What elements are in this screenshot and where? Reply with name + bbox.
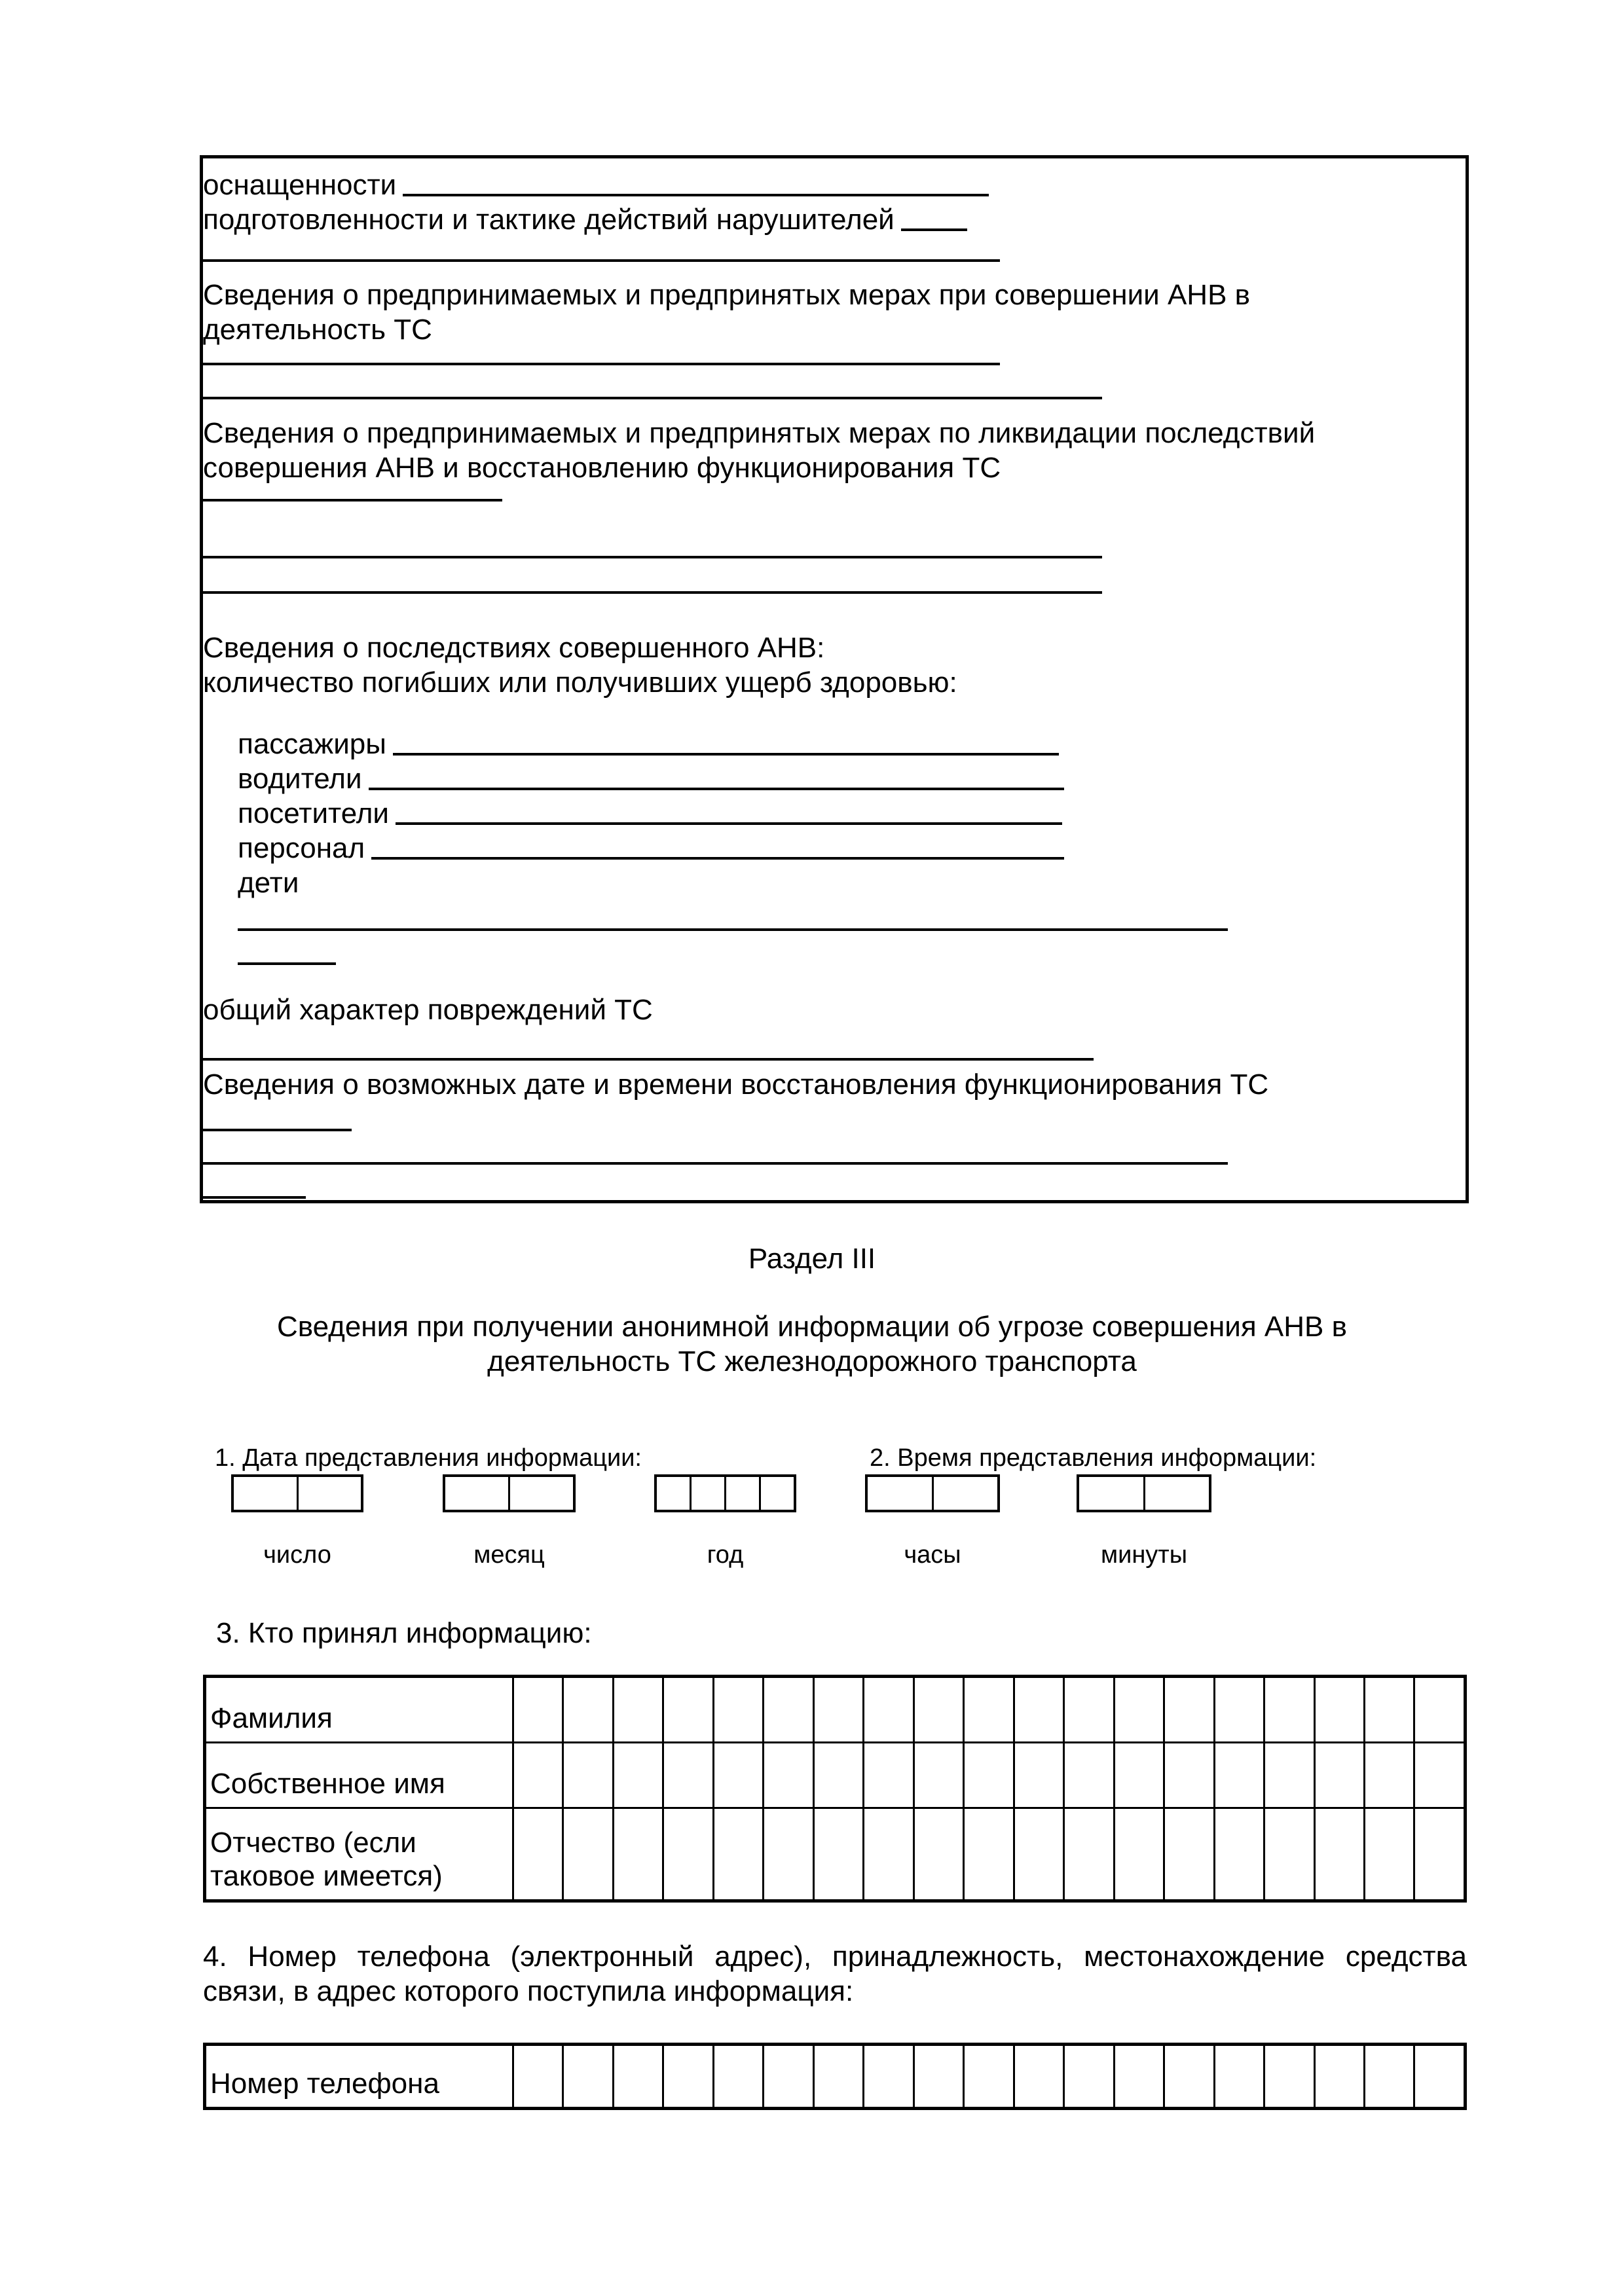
grid-cell	[1013, 2046, 1063, 2107]
paragraph-measures-taken: деятельность ТС	[203, 314, 432, 346]
grid-cell	[1163, 1743, 1213, 1807]
grid-cell	[813, 1743, 862, 1807]
grid-cell	[1314, 1678, 1363, 1741]
grid-cell	[1063, 2046, 1113, 2107]
char-cells	[512, 1743, 1464, 1807]
who-received-table	[203, 1675, 1467, 1903]
grid-cell	[562, 1809, 612, 1899]
grid-cell	[1413, 1809, 1463, 1899]
grid-cell	[1163, 1809, 1213, 1899]
grid-cell	[662, 1809, 712, 1899]
grid-cell	[662, 1743, 712, 1807]
time-of-information-label: 2. Время представления информации:	[870, 1444, 1317, 1472]
grid-cell	[508, 1477, 573, 1510]
grid-cell	[512, 1678, 562, 1741]
fill-blank-line	[203, 499, 502, 501]
row-label-cell	[206, 1743, 512, 1807]
grid-cell	[1163, 1678, 1213, 1741]
grid-cell	[862, 1678, 912, 1741]
grid-cell	[562, 1743, 612, 1807]
grid-cell	[612, 1743, 662, 1807]
grid-cell	[1013, 1809, 1063, 1899]
section-subtitle: деятельность ТС железнодорожного транспорта	[487, 1345, 1137, 1377]
field-label: пассажиры	[238, 728, 386, 760]
fill-blank-line	[238, 928, 1228, 931]
field-label: оснащенности	[203, 169, 397, 201]
grid-cell	[512, 1743, 562, 1807]
grid-cell	[1213, 1678, 1263, 1741]
grid-cell	[712, 2046, 762, 2107]
grid-cell	[932, 1477, 998, 1510]
field-label: персонал	[238, 832, 365, 864]
grid-cell	[963, 1809, 1012, 1899]
grid-cell	[1263, 1809, 1313, 1899]
grid-cell	[1413, 1678, 1463, 1741]
grid-cell	[1413, 2046, 1463, 2107]
grid-cell	[445, 1477, 508, 1510]
grid-cell	[612, 1809, 662, 1899]
grid-cell	[712, 1743, 762, 1807]
grid-cell	[1263, 2046, 1313, 2107]
grid-cell	[1013, 1678, 1063, 1741]
grid-cell	[1314, 1743, 1363, 1807]
field-children: дети	[238, 867, 299, 899]
grid-cell	[862, 1809, 912, 1899]
field-label: водители	[238, 763, 362, 795]
fill-blank-line	[369, 788, 1064, 790]
table-row-patronymic	[206, 1807, 1464, 1899]
grid-cell	[662, 2046, 712, 2107]
time-hours-label: часы	[904, 1541, 961, 1569]
table-row-firstname	[206, 1741, 1464, 1807]
grid-cell	[612, 1678, 662, 1741]
field-drivers	[238, 761, 1064, 796]
fill-blank-line	[203, 397, 1102, 399]
row-label-cell	[206, 1678, 512, 1741]
char-cells	[512, 2046, 1464, 2107]
fill-blank-line	[403, 194, 989, 196]
date-year-cells	[654, 1474, 796, 1512]
grid-cell	[662, 1678, 712, 1741]
grid-cell	[759, 1477, 794, 1510]
grid-cell	[1263, 1743, 1313, 1807]
grid-cell	[724, 1477, 759, 1510]
time-minutes-cells	[1077, 1474, 1211, 1512]
grid-cell	[1363, 1809, 1413, 1899]
grid-cell	[712, 1678, 762, 1741]
field-visitors	[238, 796, 1062, 831]
paragraph-consequences: Сведения о последствиях совершенного АНВ:	[203, 632, 825, 664]
row-label: Фамилия	[210, 1702, 333, 1734]
grid-cell	[657, 1477, 690, 1510]
who-received-title: 3. Кто принял информацию:	[216, 1617, 592, 1649]
grid-cell	[712, 1809, 762, 1899]
field-label: подготовленности и тактике действий нарушителей	[203, 204, 895, 236]
fill-blank-line	[203, 259, 1000, 262]
grid-cell	[1363, 1678, 1413, 1741]
paragraph-casualties: количество погибших или получивших ущерб здоровью:	[203, 666, 957, 699]
date-day-cells	[231, 1474, 363, 1512]
fill-blank-line	[203, 363, 1000, 365]
grid-cell	[862, 1743, 912, 1807]
table-row-surname	[206, 1678, 1464, 1741]
grid-cell	[913, 1678, 963, 1741]
fill-blank-line	[901, 228, 967, 231]
row-label-cell	[206, 1809, 512, 1899]
field-label: посетители	[238, 797, 389, 829]
date-of-information-label: 1. Дата представления информации:	[215, 1444, 642, 1472]
paragraph-liquidation: совершения АНВ и восстановлению функционирования ТС	[203, 452, 1001, 484]
field-passengers	[238, 727, 1059, 761]
grid-cell	[1063, 1809, 1113, 1899]
grid-cell	[1213, 1743, 1263, 1807]
date-year-label: год	[707, 1541, 744, 1569]
fill-blank-line	[203, 556, 1102, 558]
section-heading: Раздел III	[748, 1243, 876, 1275]
time-minutes-label: минуты	[1100, 1541, 1188, 1569]
date-month-cells	[443, 1474, 576, 1512]
grid-cell	[1063, 1743, 1113, 1807]
date-month-label: месяц	[473, 1541, 545, 1569]
grid-cell	[813, 2046, 862, 2107]
phone-question-text: связи, в адрес которого поступила информация:	[203, 1975, 854, 2007]
phone-table	[203, 2043, 1467, 2110]
grid-cell	[512, 2046, 562, 2107]
phone-question-text: 4. Номер телефона (электронный адрес), принадлежность, местонахождение средства	[203, 1941, 1467, 1973]
paragraph-liquidation: Сведения о предпринимаемых и предпринятых мерах по ликвидации последствий	[203, 417, 1316, 449]
grid-cell	[1363, 1743, 1413, 1807]
paragraph-restore: Сведения о возможных дате и времени восстановления функционирования ТС	[203, 1068, 1269, 1101]
grid-cell	[512, 1809, 562, 1899]
grid-cell	[1263, 1678, 1313, 1741]
grid-cell	[1213, 2046, 1263, 2107]
grid-cell	[1213, 1809, 1263, 1899]
fill-blank-line	[238, 962, 336, 965]
grid-cell	[913, 1809, 963, 1899]
table-row-phone	[206, 2046, 1464, 2107]
date-day-label: число	[263, 1541, 331, 1569]
grid-cell	[963, 2046, 1012, 2107]
grid-cell	[813, 1678, 862, 1741]
grid-cell	[1363, 2046, 1413, 2107]
grid-cell	[690, 1477, 724, 1510]
fill-blank-line	[203, 1129, 352, 1131]
fill-blank-line	[203, 591, 1102, 594]
paragraph-damage: общий характер повреждений ТС	[203, 994, 653, 1026]
char-cells	[512, 1809, 1464, 1899]
grid-cell	[1113, 1678, 1163, 1741]
grid-cell	[762, 1809, 812, 1899]
grid-cell	[1063, 1678, 1113, 1741]
grid-cell	[862, 2046, 912, 2107]
grid-cell	[963, 1678, 1012, 1741]
fill-blank-line	[203, 1196, 306, 1199]
row-label: Отчество (если таковое имеется)	[210, 1827, 443, 1892]
row-label-cell	[206, 2046, 512, 2107]
grid-cell	[963, 1743, 1012, 1807]
fill-blank-line	[393, 753, 1059, 756]
grid-cell	[1113, 2046, 1163, 2107]
grid-cell	[913, 2046, 963, 2107]
fill-blank-line	[203, 1058, 1094, 1061]
grid-cell	[762, 1678, 812, 1741]
time-hours-cells	[865, 1474, 1000, 1512]
grid-cell	[1079, 1477, 1143, 1510]
grid-cell	[612, 2046, 662, 2107]
grid-cell	[762, 1743, 812, 1807]
grid-cell	[1113, 1809, 1163, 1899]
grid-cell	[562, 2046, 612, 2107]
fill-blank-line	[371, 857, 1064, 860]
grid-cell	[813, 1809, 862, 1899]
row-label: Собственное имя	[210, 1768, 445, 1800]
grid-cell	[1143, 1477, 1209, 1510]
grid-cell	[913, 1743, 963, 1807]
grid-cell	[1314, 1809, 1363, 1899]
field-equipment	[203, 168, 989, 202]
grid-cell	[297, 1477, 361, 1510]
section-subtitle: Сведения при получении анонимной информации об угрозе совершения АНВ в	[277, 1311, 1347, 1343]
field-staff	[238, 831, 1064, 866]
grid-cell	[762, 2046, 812, 2107]
grid-cell	[1013, 1743, 1063, 1807]
grid-cell	[1413, 1743, 1463, 1807]
grid-cell	[868, 1477, 932, 1510]
grid-cell	[234, 1477, 297, 1510]
row-label: Номер телефона	[210, 2068, 439, 2100]
char-cells	[512, 1678, 1464, 1741]
fill-blank-line	[203, 1162, 1228, 1165]
grid-cell	[1163, 2046, 1213, 2107]
grid-cell	[1113, 1743, 1163, 1807]
fill-blank-line	[396, 822, 1062, 825]
grid-cell	[1314, 2046, 1363, 2107]
paragraph-measures-taken: Сведения о предпринимаемых и предпринятых мерах при совершении АНВ в	[203, 279, 1251, 311]
grid-cell	[562, 1678, 612, 1741]
field-preparedness	[203, 202, 967, 237]
